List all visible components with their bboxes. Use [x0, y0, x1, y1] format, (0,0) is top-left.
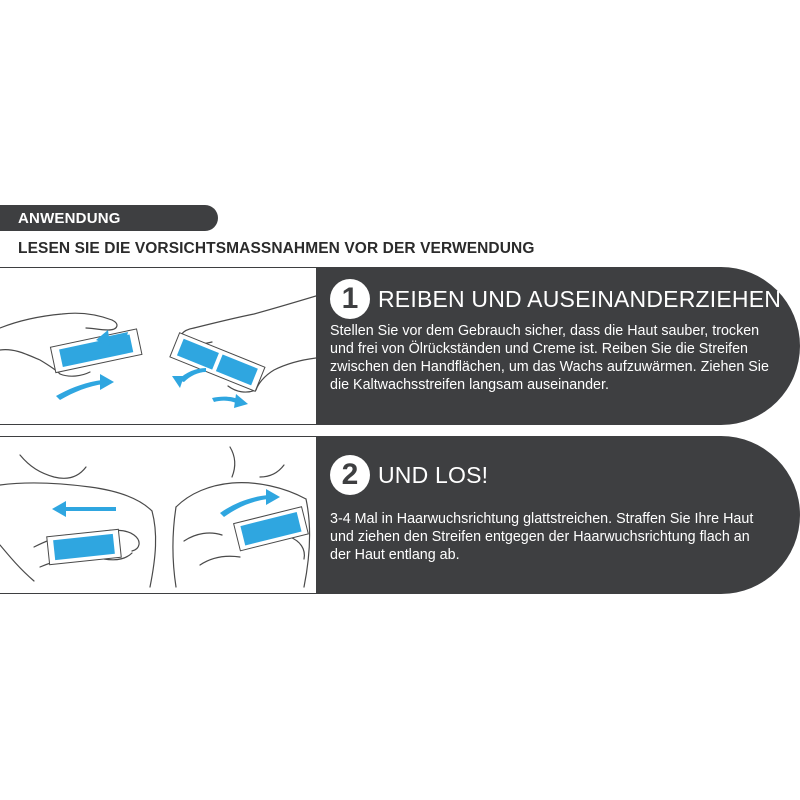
- step-2-illustration: [0, 436, 316, 594]
- step-2-title: UND LOS!: [378, 462, 489, 488]
- step-1: [0, 267, 800, 425]
- step-2: [0, 436, 800, 594]
- rub-strips-illustration: [0, 268, 316, 425]
- section-header: [0, 205, 218, 231]
- step-1-panel: [316, 267, 800, 425]
- step-2-body: 3-4 Mal in Haarwuchsrichtung glattstreichen. Straffen Sie Ihre Haut und ziehen den Streifen entgegen der Haarwuchsrichtung flach an der Haut entlang ab.: [330, 511, 754, 563]
- step-2-panel: [316, 436, 800, 594]
- apply-strip-illustration: [0, 437, 316, 594]
- step-1-illustration: [0, 267, 316, 425]
- step-1-number-badge: 1: [330, 279, 370, 319]
- step-2-number-badge: 2: [330, 455, 370, 495]
- precautions-subtitle: LESEN SIE DIE VORSICHTSMASSNAHMEN VOR DER VERWENDUNG: [18, 240, 535, 257]
- section-header-label: ANWENDUNG: [18, 210, 121, 227]
- step-1-body: Stellen Sie vor dem Gebrauch sicher, dass die Haut sauber, trocken und frei von Ölrückständen und Creme ist. Reiben Sie die Streifen zwischen den Handflächen, um das Wachs aufzuwärmen. Ziehen Sie die Kaltwachsstreifen langsam auseinander.: [330, 323, 769, 393]
- step-1-title: REIBEN UND AUSEINANDERZIEHEN: [378, 286, 782, 312]
